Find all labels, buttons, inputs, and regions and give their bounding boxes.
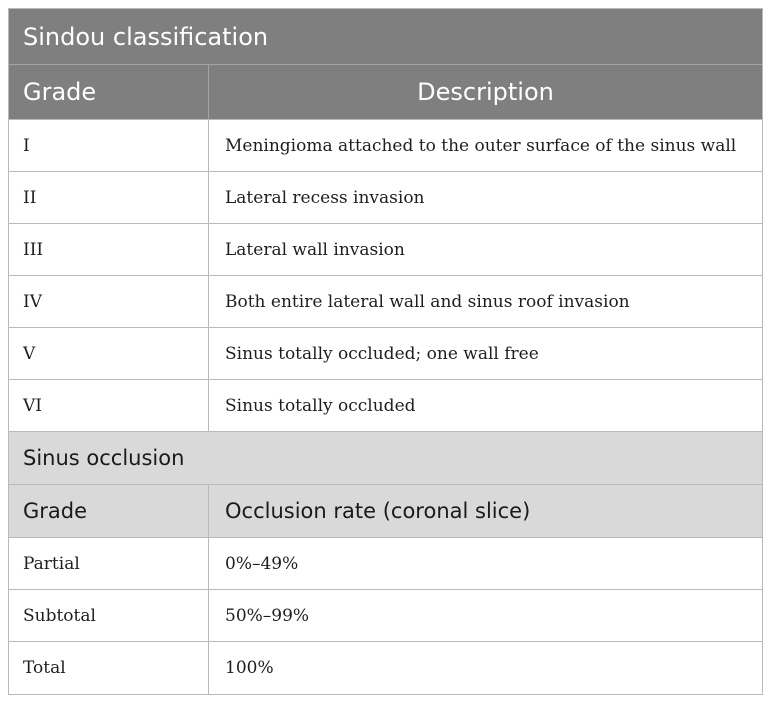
- occlusion-grade-cell: Total: [9, 642, 209, 694]
- sindou-description-cell: Sinus totally occluded: [225, 395, 416, 416]
- occlusion-title: Sinus occlusion: [9, 432, 762, 485]
- table-row: [9, 276, 762, 328]
- table-row: [9, 538, 762, 590]
- classification-table: [8, 8, 763, 695]
- table-row: [9, 224, 762, 276]
- occlusion-rate-cell: 50%–99%: [225, 605, 310, 626]
- table-row: [9, 172, 762, 224]
- occlusion-grade-cell: Subtotal: [9, 590, 209, 641]
- table-row: [9, 380, 762, 432]
- table-row: [9, 120, 762, 172]
- occlusion-header-rate: Occlusion rate (coronal slice): [225, 499, 531, 523]
- sindou-grade-cell: I: [9, 120, 209, 171]
- occlusion-header-row: [9, 485, 762, 538]
- sindou-description-cell: Lateral recess invasion: [225, 187, 425, 208]
- sindou-grade-cell: IV: [9, 276, 209, 327]
- sindou-grade-cell: V: [9, 328, 209, 379]
- sindou-header-description: Description: [417, 78, 554, 106]
- sindou-description-cell: Meningioma attached to the outer surface of the sinus wall: [225, 135, 737, 156]
- occlusion-grade-cell: Partial: [9, 538, 209, 589]
- sindou-description-cell: Sinus totally occluded; one wall free: [225, 343, 539, 364]
- sindou-grade-cell: II: [9, 172, 209, 223]
- occlusion-rate-cell: 0%–49%: [225, 553, 299, 574]
- sindou-description-cell: Lateral wall invasion: [225, 239, 405, 260]
- table-row: [9, 642, 762, 694]
- sindou-title: Sindou classification: [9, 9, 762, 65]
- sindou-header-grade: Grade: [9, 65, 209, 119]
- occlusion-header-grade: Grade: [9, 485, 209, 537]
- table-row: [9, 328, 762, 380]
- occlusion-rate-cell: 100%: [225, 658, 274, 678]
- sindou-grade-cell: III: [9, 224, 209, 275]
- sindou-description-cell: Both entire lateral wall and sinus roof invasion: [225, 291, 630, 312]
- table-row: [9, 590, 762, 642]
- sindou-grade-cell: VI: [9, 380, 209, 431]
- sindou-header-row: [9, 65, 762, 120]
